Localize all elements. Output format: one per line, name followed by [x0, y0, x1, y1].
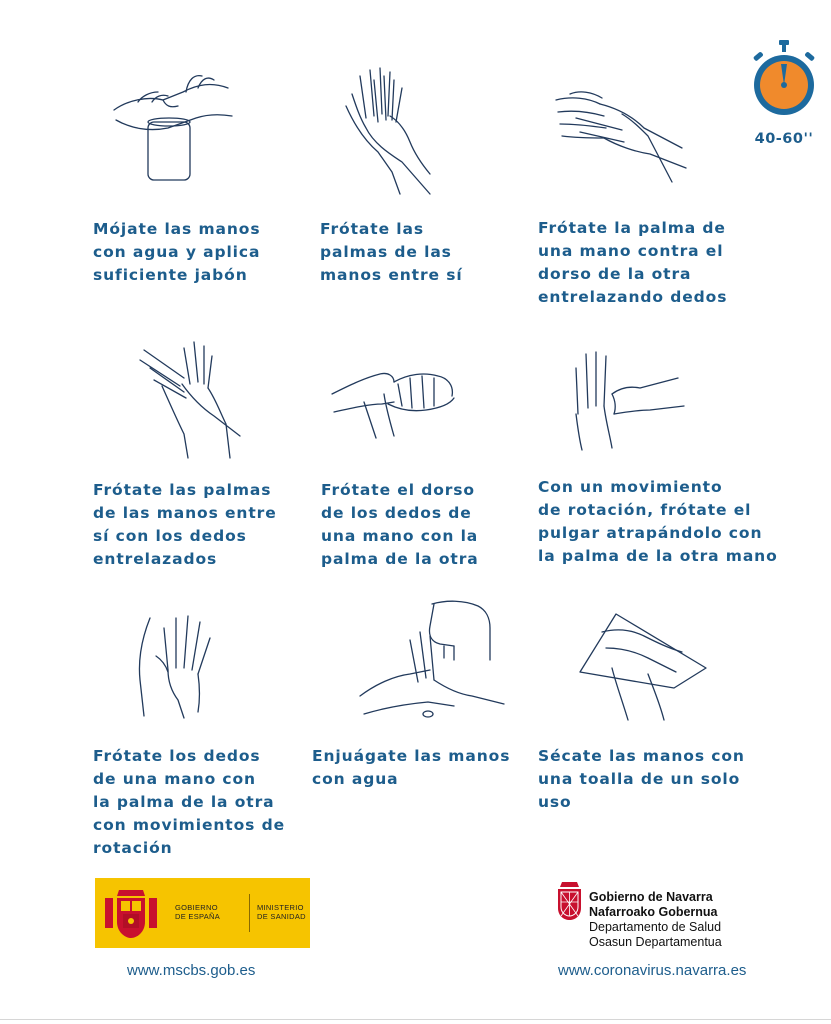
logo-gobierno-espana	[95, 878, 310, 948]
illus-dry	[572, 608, 720, 724]
caption-dry: Sécate las manos con una toalla de un solo uso	[538, 747, 745, 811]
logo-ministerio-text: MINISTERIO DE SANIDAD	[257, 903, 306, 921]
logo-gobierno-navarra	[556, 880, 776, 952]
caption-backs-of-fingers: Frótate el dorso de los dedos de una mano con la palma de la otra	[321, 481, 479, 568]
coat-of-arms-icon	[105, 886, 157, 940]
url-coronavirus-navarra[interactable]: www.coronavirus.navarra.es	[558, 962, 747, 979]
caption-interlaced-fingers: Frótate las palmas de las manos entre sí con los dedos entrelazados	[93, 481, 277, 568]
caption-rinse: Enjuágate las manos con agua	[312, 747, 511, 788]
caption-palm-over-back: Frótate la palma de una mano contra el dorso de la otra entrelazando dedos	[538, 219, 728, 306]
illus-interlaced-fingers	[132, 338, 244, 460]
illus-fingertips-rotation	[128, 608, 224, 720]
caption-thumb-rotation: Con un movimiento de rotación, frótate el pulgar atrapándolo con la palma de la otra mano	[538, 478, 778, 565]
caption-wet-hands: Mójate las manos con agua y aplica suficiente jabón	[93, 220, 261, 284]
illus-rub-palms	[330, 62, 448, 198]
timer-label: 40-60''	[754, 131, 814, 147]
bottom-divider	[0, 1019, 831, 1020]
illus-rinse	[354, 596, 510, 726]
illus-wet-hands	[108, 62, 238, 184]
navarra-text: Gobierno de Navarra Nafarroako Gobernua Departamento de Salud Osasun Departamentua	[589, 890, 722, 949]
url-mscbs[interactable]: www.mscbs.gob.es	[127, 962, 256, 979]
illus-thumb-rotation	[566, 344, 686, 452]
caption-rub-palms: Frótate las palmas de las manos entre sí	[320, 220, 463, 284]
navarra-shield-icon	[556, 880, 583, 922]
illus-backs-of-fingers	[328, 364, 458, 448]
logo-separator	[249, 894, 250, 932]
caption-fingertips-rotation: Frótate los dedos de una mano con la palma de la otra con movimientos de rotación	[93, 747, 285, 857]
illus-palm-over-back	[552, 84, 692, 188]
logo-gobierno-espana-text: GOBIERNO DE ESPAÑA	[175, 903, 221, 921]
